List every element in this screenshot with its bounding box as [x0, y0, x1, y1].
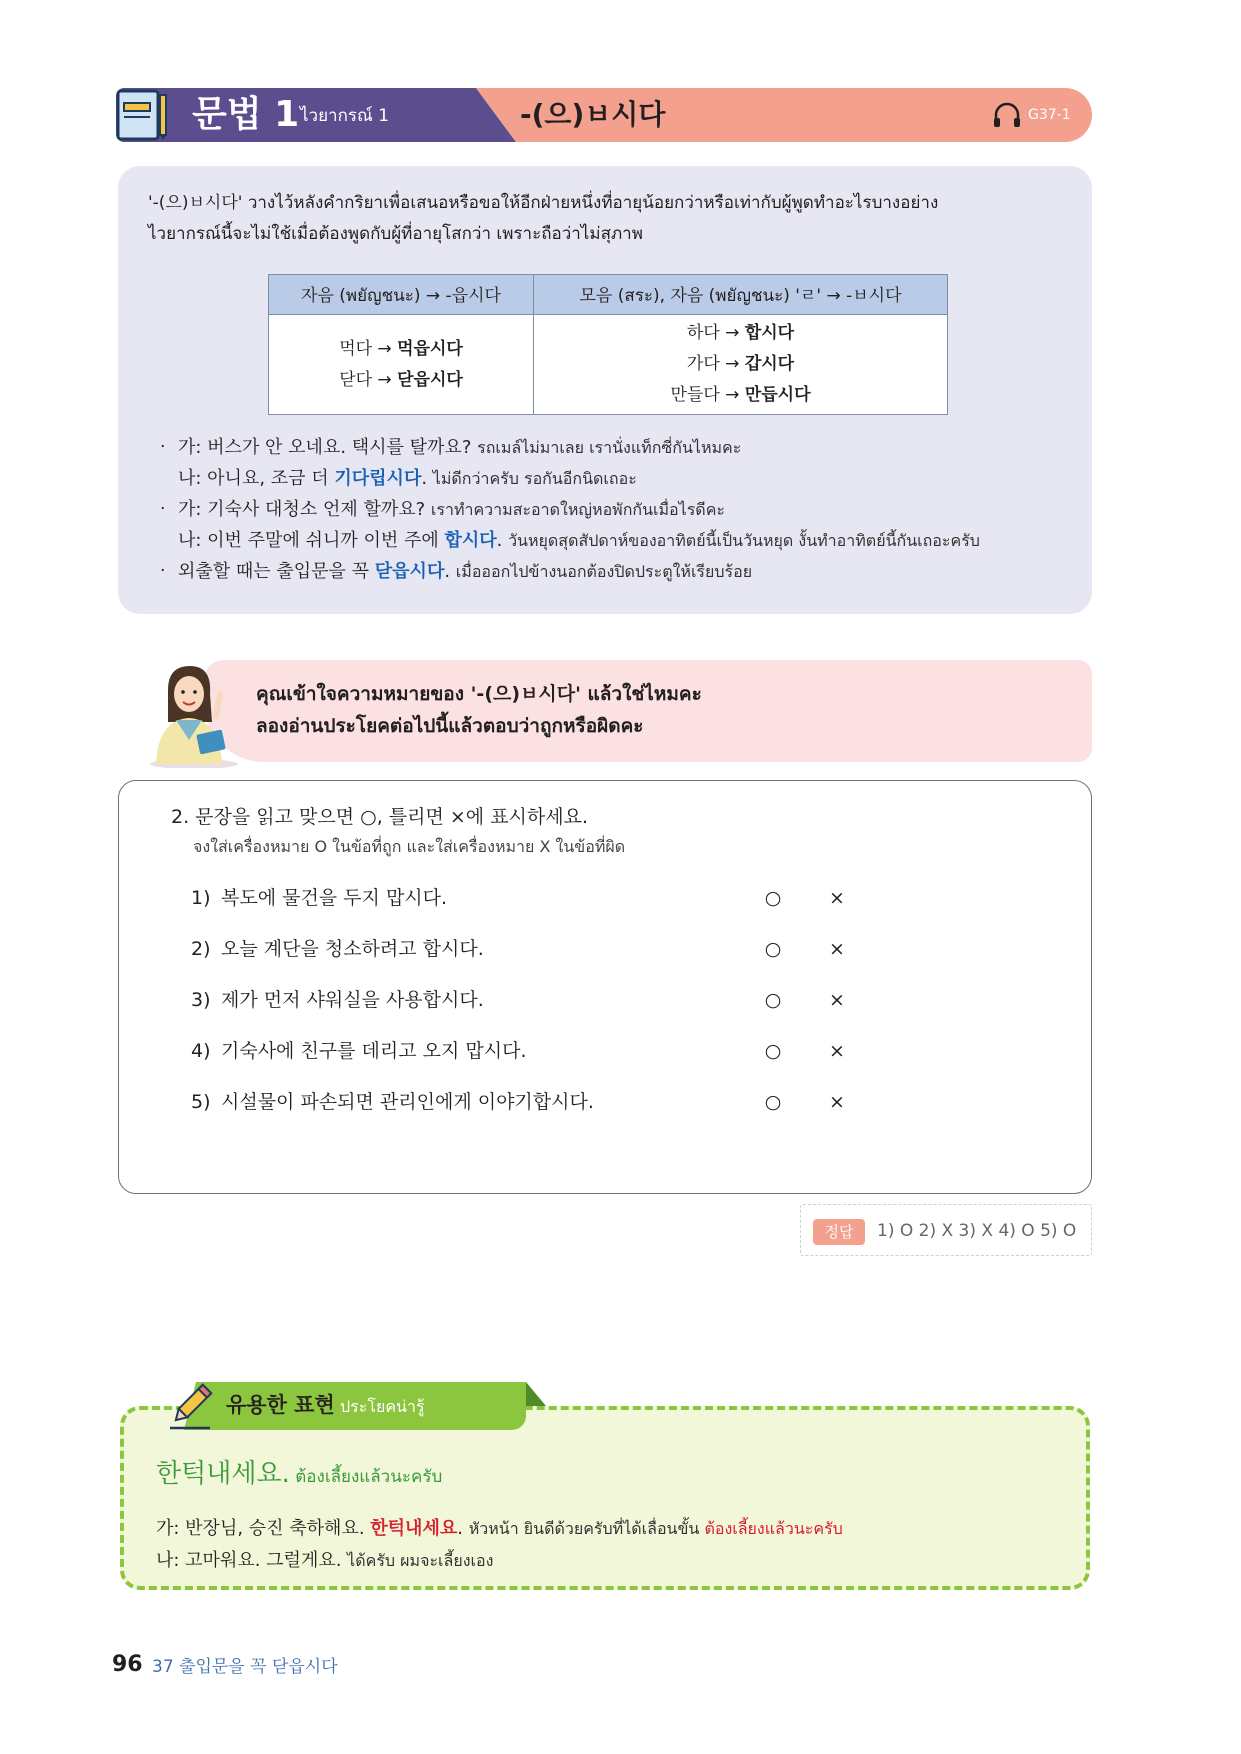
teacher-illustration — [146, 660, 242, 768]
exercise-item — [191, 1034, 891, 1068]
book-icon — [116, 89, 170, 141]
table-header-vowel: 모음 (สระ), 자음 (พยัญชนะ) 'ㄹ' → -ㅂ시다 — [534, 275, 948, 315]
mark-o-option[interactable]: ○ — [764, 887, 782, 909]
exercise-item — [191, 983, 891, 1017]
grammar-topic: -(으)ㅂ시다 — [520, 98, 666, 131]
dialogue-line: 나: 고마워요. 그럴게요. ได้ครับ ผมจะเลี้ยงเอง — [156, 1550, 494, 1571]
page-number: 96 — [112, 1652, 143, 1677]
mark-x-option[interactable]: × — [829, 1040, 845, 1062]
useful-expression-heading: 한턱내세요. ต้องเลี้ยงแล้วนะครับ — [156, 1459, 443, 1489]
item-text: 제가 먼저 샤워실을 사용합시다. — [221, 989, 484, 1011]
item-number: 3) — [191, 989, 211, 1011]
mark-o-option[interactable]: ○ — [764, 1091, 782, 1113]
table-cell-vowel — [534, 315, 948, 415]
exercise-title: 2. 문장을 읽고 맞으면 ○, 틀리면 ×에 표시하세요. — [171, 806, 589, 828]
grammar-header — [116, 88, 1092, 142]
mark-o-option[interactable]: ○ — [764, 1040, 782, 1062]
exercise-item — [191, 932, 891, 966]
item-number: 4) — [191, 1040, 211, 1062]
conjugation-item: 먹다 → 먹읍시다 — [339, 338, 463, 359]
mark-x-option[interactable]: × — [829, 938, 845, 960]
tab-fold — [526, 1382, 546, 1406]
conjugation-item: 닫다 → 닫읍시다 — [339, 369, 463, 390]
item-text: 시설물이 파손되면 관리인에게 이야기합시다. — [221, 1091, 594, 1113]
answer-label: 정답 — [813, 1219, 865, 1245]
audio-track-code[interactable]: G37-1 — [1028, 107, 1071, 123]
prompt-text: คุณเข้าใจความหมายของ '-(으)ㅂ시다' แล้วใช่ไหมคะ ลองอ่านประโยคต่อไปนี้แล้วตอบว่าถูกหรือผิดคะ — [256, 683, 702, 737]
exercise-item — [191, 1085, 891, 1119]
example-line: 나: 아니요, 조금 더 기다립시다. ไม่ดีกว่าครับ รอกันอีกนิดเถอะ — [178, 468, 637, 489]
headphones-icon[interactable] — [992, 102, 1022, 128]
grammar-description — [148, 188, 1068, 250]
item-text: 기숙사에 친구를 데리고 오지 맙시다. — [221, 1040, 527, 1062]
useful-expression-title: 유용한 표현 — [226, 1393, 335, 1417]
exercise-box — [118, 780, 1092, 1194]
mark-o-option[interactable]: ○ — [764, 938, 782, 960]
conjugation-item: 만들다 → 만듭시다 — [670, 385, 811, 405]
dialogue-line: 가: 반장님, 승진 축하해요. 한턱내세요. หัวหน้า ยินดีด้วยครับที่ได้เลื่อนขั้น ต้องเลี้ยงแล้วนะครับ — [156, 1518, 843, 1539]
example-line: · 가: 기숙사 대청소 언제 할까요? เราทำความสะอาดใหญ่หอพักกันเมื่อไรดีคะ — [160, 494, 1070, 525]
item-number: 5) — [191, 1091, 211, 1113]
example-line: · 외출할 때는 출입문을 꼭 닫읍시다. เมื่อออกไปข้างนอกต้องปิดประตูให้เรียบร้อย — [160, 556, 1070, 587]
example-sentences — [160, 432, 1070, 587]
table-header-consonant: 자음 (พยัญชนะ) → -읍시다 — [269, 275, 534, 315]
item-text: 오늘 계단을 청소하려고 합시다. — [221, 938, 484, 960]
answer-text: 1) O 2) X 3) X 4) O 5) O — [877, 1221, 1077, 1241]
item-number: 2) — [191, 938, 211, 960]
mark-x-option[interactable]: × — [829, 887, 845, 909]
teacher-prompt — [204, 660, 1092, 762]
conjugation-item: 하다 → 합시다 — [686, 323, 795, 343]
answer-key — [800, 1204, 1092, 1256]
grammar-title: 문법 1 — [192, 94, 300, 135]
chapter-title: 37 출입문을 꼭 닫읍시다 — [152, 1657, 338, 1677]
exercise-subtitle: จงใส่เครื่องหมาย O ในข้อที่ถูก และใส่เครื่องหมาย X ในข้อที่ผิด — [193, 837, 626, 856]
mark-o-option[interactable]: ○ — [764, 989, 782, 1011]
conjugation-table — [268, 274, 948, 415]
description-line: ไวยากรณ์นี้จะไม่ใช้เมื่อต้องพูดกับผู้ที่อายุโสกว่า เพราะถือว่าไม่สุภาพ — [148, 224, 643, 244]
grammar-explanation-box — [118, 166, 1092, 614]
example-line: 나: 이번 주말에 쉬니까 이번 주에 합시다. วันหยุดสุดสัปดาห์ของอาทิตย์นี้เป็นวันหยุด งั้นทำอาทิตย์นี้กันเถอะครับ — [178, 530, 980, 551]
example-line: · 가: 버스가 안 오네요. 택시를 탈까요? รถเมล์ไม่มาเลย เรานั่งแท็กซี่กันไหมคะ — [160, 432, 1070, 463]
item-text: 복도에 물건을 두지 맙시다. — [221, 887, 448, 909]
description-line: '-(으)ㅂ시다' วางไว้หลังคำกริยาเพื่อเสนอหรือขอให้อีกฝ่ายหนึ่งที่อายุน้อยกว่าหรือเท่ากับผู้พูดทำอะไรบางอย่าง — [148, 193, 939, 213]
mark-x-option[interactable]: × — [829, 1091, 845, 1113]
useful-expression-subtitle: ประโยคน่ารู้ — [340, 1397, 425, 1416]
pencil-icon — [164, 1380, 216, 1432]
grammar-subtitle: ไวยากรณ์ 1 — [300, 106, 390, 126]
conjugation-item: 가다 → 갑시다 — [686, 354, 795, 374]
exercise-item — [191, 881, 891, 915]
mark-x-option[interactable]: × — [829, 989, 845, 1011]
item-number: 1) — [191, 887, 211, 909]
table-cell-consonant — [269, 315, 534, 415]
